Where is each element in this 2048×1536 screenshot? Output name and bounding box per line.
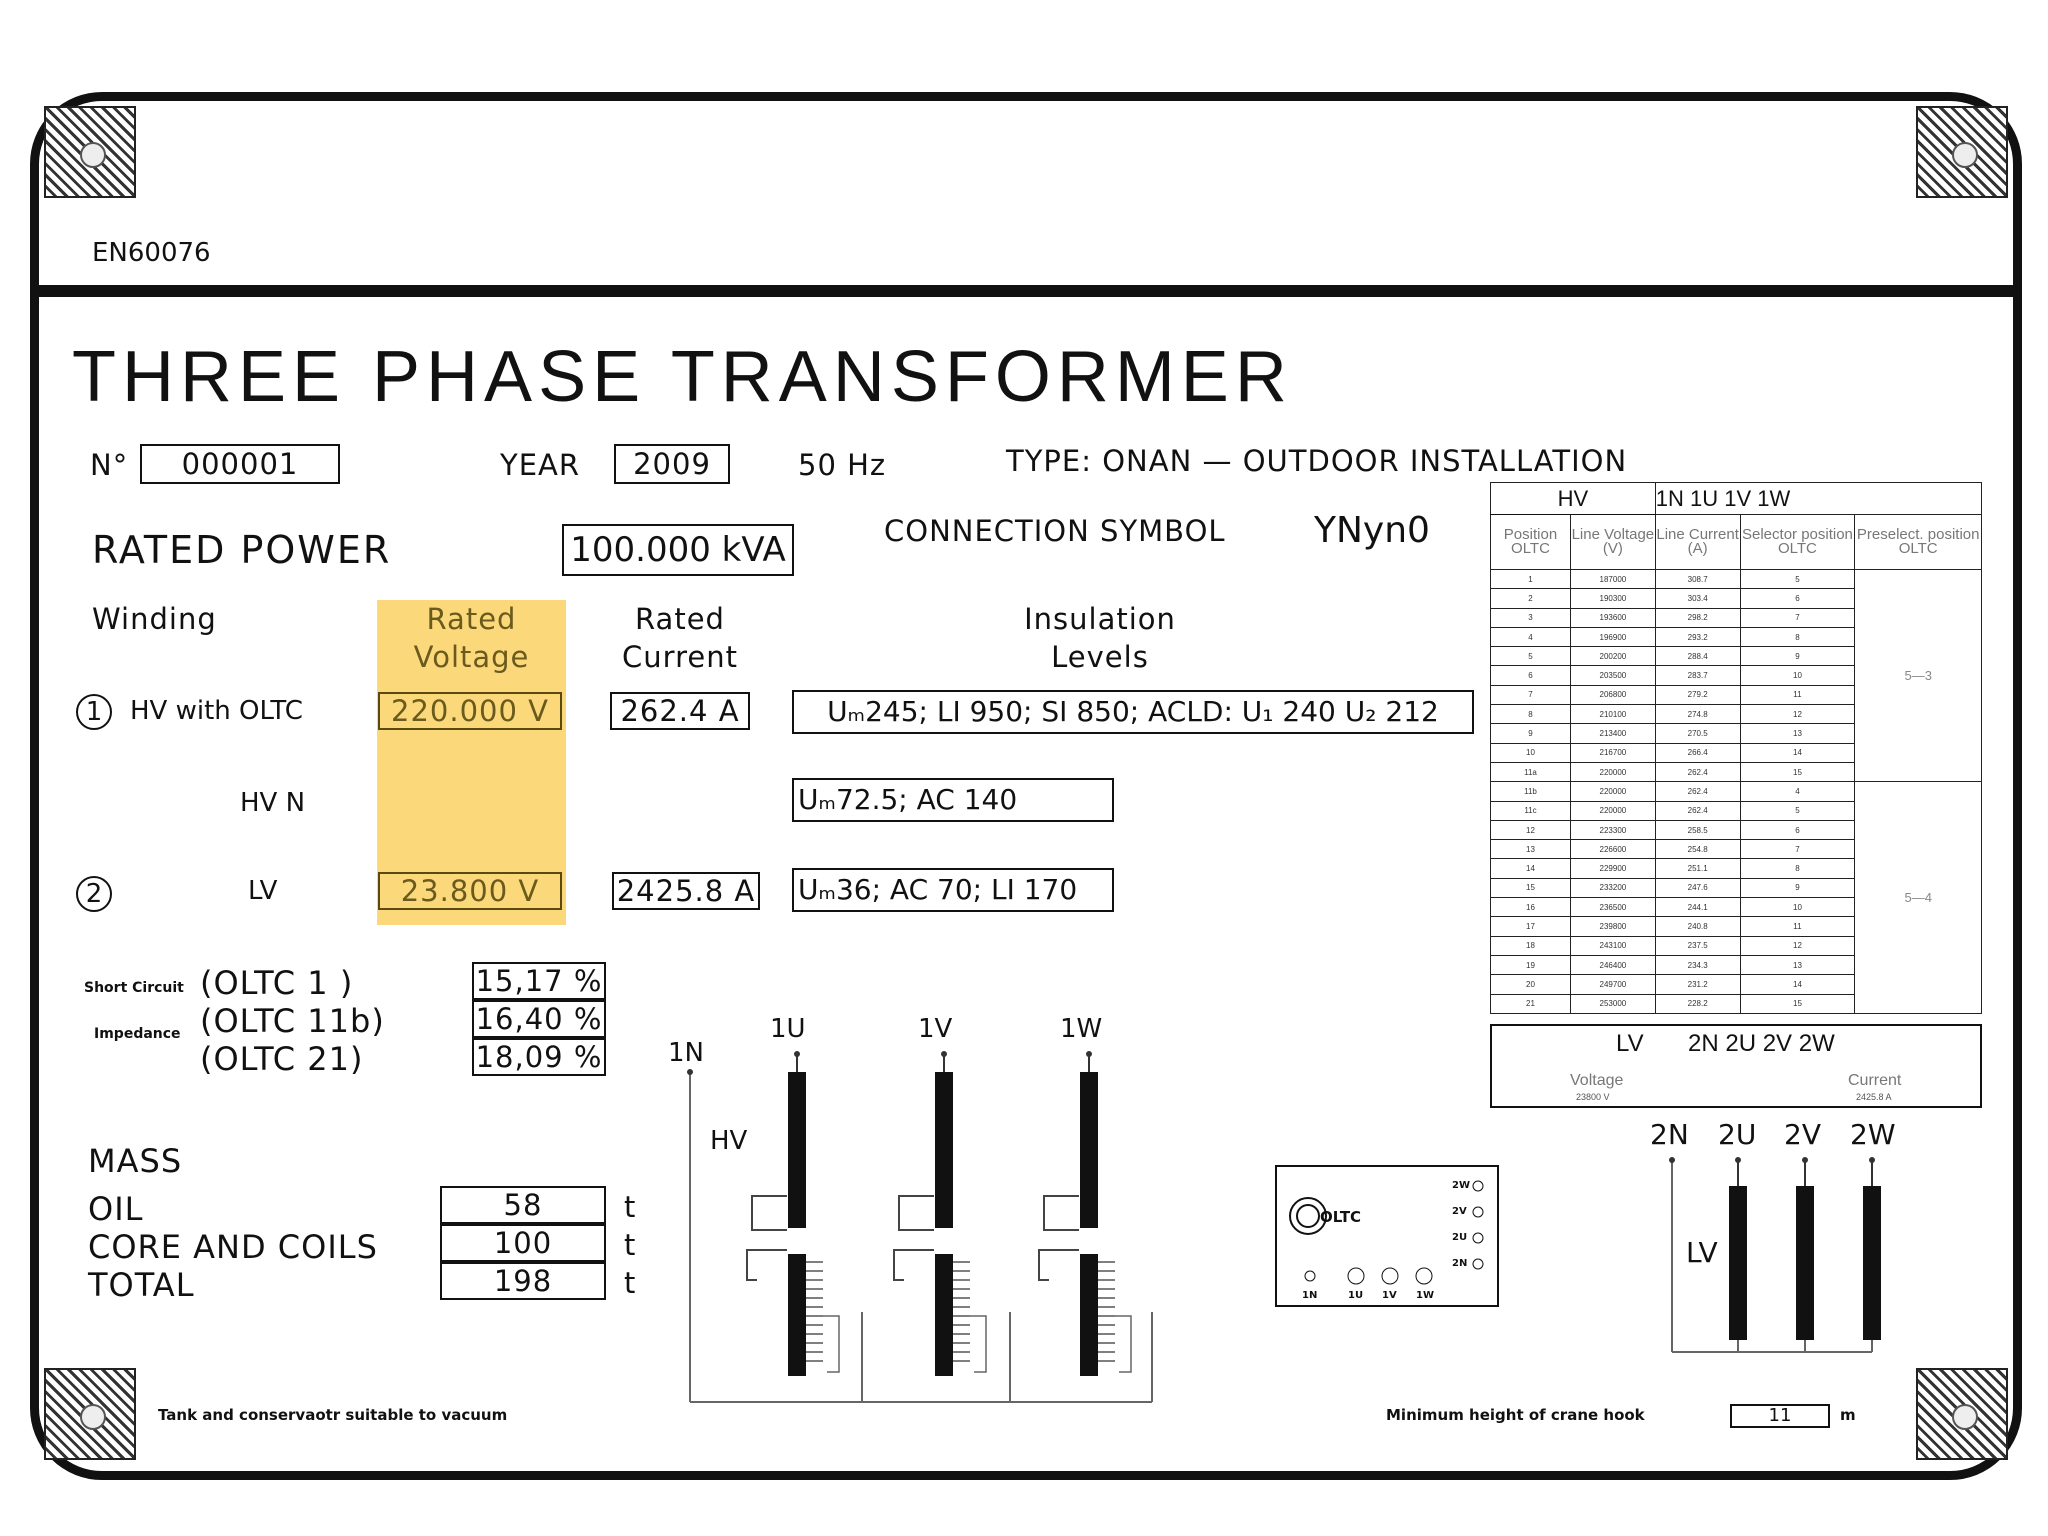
oltc-cell: 1: [1491, 570, 1571, 589]
oltc-cell: 15: [1740, 994, 1855, 1013]
panel-label-1n: 1N: [1302, 1290, 1318, 1301]
oltc-cell: 293.2: [1655, 627, 1740, 646]
mass-oil-value: 58: [440, 1186, 606, 1224]
oltc-cell: 254.8: [1655, 840, 1740, 859]
mass-total-unit: t: [624, 1266, 637, 1300]
oltc-cell: 6: [1491, 666, 1571, 685]
oltc-cell: 9: [1491, 724, 1571, 743]
oltc-cell: 262.4: [1655, 782, 1740, 801]
panel-label-2n: 2N: [1452, 1258, 1468, 1269]
lv-phase-winding: [1863, 1157, 1881, 1340]
winding-number-2: 2: [76, 876, 112, 912]
mass-total-value: 198: [440, 1262, 606, 1300]
oltc-cell: 246400: [1570, 955, 1655, 974]
oltc-cell: 298.2: [1655, 608, 1740, 627]
oltc-header-preselect: Preselect. position OLTC: [1855, 515, 1982, 570]
oltc-cell: 228.2: [1655, 994, 1740, 1013]
rated-voltage-lv: 23.800 V: [378, 872, 562, 910]
oltc-cell: 9: [1740, 647, 1855, 666]
winding-number-1: 1: [76, 694, 112, 730]
year-value: 2009: [614, 444, 730, 484]
hv-phase-winding: [747, 1051, 839, 1376]
type-label: TYPE: ONAN — OUTDOOR INSTALLATION: [1006, 444, 1628, 478]
oltc-cell: 251.1: [1655, 859, 1740, 878]
oltc-cell: 7: [1740, 608, 1855, 627]
mass-label: MASS: [88, 1142, 183, 1180]
oltc-preselect-group: 5—3: [1855, 570, 1982, 782]
connection-label: CONNECTION SYMBOL: [884, 514, 1226, 548]
oltc-cell: 10: [1740, 898, 1855, 917]
panel-label-2u: 2U: [1452, 1232, 1468, 1243]
oltc-cell: 14: [1740, 975, 1855, 994]
oltc-hv-terminals: 1N 1U 1V 1W: [1655, 483, 1981, 515]
rated-current-hv: 262.4 A: [610, 692, 750, 730]
insulation-lv: Uₘ36; AC 70; LI 170: [792, 868, 1114, 912]
mass-core-unit: t: [624, 1228, 637, 1262]
oltc-cell: 270.5: [1655, 724, 1740, 743]
lv-phase-winding: [1729, 1157, 1747, 1340]
short-circuit-label-1: Short Circuit: [84, 980, 184, 996]
terminal-label-2w: 2W: [1850, 1118, 1896, 1151]
oltc-cell: 206800: [1570, 685, 1655, 704]
oltc-cell: 18: [1491, 936, 1571, 955]
terminal-label-2n: 2N: [1650, 1118, 1689, 1151]
col-insulation-1: Insulation: [1024, 602, 1176, 636]
winding-name-hv-n: HV N: [240, 788, 306, 818]
oltc-header-voltage: Line Voltage (V): [1570, 515, 1655, 570]
oltc-panel-label: OLTC: [1320, 1208, 1362, 1226]
oltc-table-row: [1491, 570, 1982, 589]
terminal-label-1v: 1V: [918, 1014, 953, 1044]
oltc-cell: 19: [1491, 955, 1571, 974]
panel-label-2v: 2V: [1452, 1206, 1467, 1217]
mass-core-label: CORE AND COILS: [88, 1228, 378, 1266]
frequency: 50 Hz: [798, 448, 887, 482]
oltc-cell: 11c: [1491, 801, 1571, 820]
winding-name-hv: HV with OLTC: [130, 696, 303, 726]
mass-core-value: 100: [440, 1224, 606, 1262]
oltc-cell: 5: [1740, 801, 1855, 820]
oltc-cell: 274.8: [1655, 705, 1740, 724]
hv-phase-winding: [1039, 1051, 1131, 1376]
oltc-hv-title: HV: [1491, 483, 1656, 515]
year-label: YEAR: [500, 448, 581, 482]
oltc-cell: 262.4: [1655, 801, 1740, 820]
oltc-cell: 8: [1740, 627, 1855, 646]
oltc-cell: 12: [1740, 705, 1855, 724]
terminal-label-2v: 2V: [1784, 1118, 1821, 1151]
oltc-table-row: [1491, 782, 1982, 801]
oltc-cell: 279.2: [1655, 685, 1740, 704]
lv-table-terminals: 2N 2U 2V 2W: [1688, 1030, 1835, 1057]
oltc-cell: 12: [1740, 936, 1855, 955]
oltc-cell: 247.6: [1655, 878, 1740, 897]
sc-tap-3: (OLTC 21): [200, 1040, 364, 1078]
oltc-cell: 4: [1491, 627, 1571, 646]
terminal-label-1w: 1W: [1060, 1014, 1103, 1044]
col-insulation-2: Levels: [1051, 640, 1149, 674]
oltc-cell: 262.4: [1655, 762, 1740, 781]
insulation-hv: Uₘ245; LI 950; SI 850; ACLD: U₁ 240 U₂ 212: [792, 690, 1474, 734]
oltc-cell: 220000: [1570, 782, 1655, 801]
vacuum-note: Tank and conservaotr suitable to vacuum: [158, 1406, 508, 1424]
oltc-cell: 288.4: [1655, 647, 1740, 666]
oltc-cell: 15: [1491, 878, 1571, 897]
hv-winding-label: HV: [710, 1126, 748, 1156]
oltc-cell: 13: [1740, 955, 1855, 974]
oltc-cell: 8: [1491, 705, 1571, 724]
oltc-cell: 231.2: [1655, 975, 1740, 994]
mass-total-label: TOTAL: [88, 1266, 195, 1304]
oltc-cell: 237.5: [1655, 936, 1740, 955]
terminal-label-1u: 1U: [770, 1014, 806, 1044]
oltc-cell: 5: [1491, 647, 1571, 666]
oltc-cell: 244.1: [1655, 898, 1740, 917]
standard-label: EN60076: [92, 238, 211, 268]
oltc-cell: 216700: [1570, 743, 1655, 762]
oltc-cell: 10: [1740, 666, 1855, 685]
rated-current-lv: 2425.8 A: [612, 872, 760, 910]
oltc-cell: 190300: [1570, 589, 1655, 608]
oltc-cell: 6: [1740, 589, 1855, 608]
oltc-cell: 210100: [1570, 705, 1655, 724]
oltc-header-selector: Selector position OLTC: [1740, 515, 1855, 570]
lv-phase-winding: [1796, 1157, 1814, 1340]
oltc-cell: 200200: [1570, 647, 1655, 666]
oltc-cell: 239800: [1570, 917, 1655, 936]
oltc-cell: 220000: [1570, 762, 1655, 781]
panel-label-1u: 1U: [1348, 1290, 1364, 1301]
oltc-cell: 223300: [1570, 820, 1655, 839]
oltc-cell: 15: [1740, 762, 1855, 781]
lv-summary-table: [1490, 1024, 1982, 1108]
winding-name-lv: LV: [248, 876, 278, 906]
crane-hook-unit: m: [1840, 1406, 1856, 1424]
oltc-cell: 283.7: [1655, 666, 1740, 685]
serial-value: 000001: [140, 444, 340, 484]
oltc-cell: 7: [1491, 685, 1571, 704]
panel-label-2w: 2W: [1452, 1180, 1470, 1191]
panel-label-1v: 1V: [1382, 1290, 1397, 1301]
oltc-cell: 220000: [1570, 801, 1655, 820]
oltc-cell: 193600: [1570, 608, 1655, 627]
connection-symbol: YNyn0: [1314, 510, 1430, 551]
oltc-cell: 10: [1491, 743, 1571, 762]
oltc-cell: 249700: [1570, 975, 1655, 994]
oltc-cell: 233200: [1570, 878, 1655, 897]
oltc-cell: 17: [1491, 917, 1571, 936]
col-current-1: Rated: [635, 602, 725, 636]
oltc-cell: 240.8: [1655, 917, 1740, 936]
lv-table-title: LV: [1616, 1030, 1644, 1057]
oltc-cell: 229900: [1570, 859, 1655, 878]
sc-value-2: 16,40 %: [472, 1000, 606, 1038]
oltc-cell: 243100: [1570, 936, 1655, 955]
sc-tap-2: (OLTC 11b): [200, 1002, 385, 1040]
lv-current-label: Current: [1848, 1072, 1902, 1089]
oltc-cell: 234.3: [1655, 955, 1740, 974]
oltc-header-position: Position OLTC: [1491, 515, 1571, 570]
col-voltage-1: Rated: [426, 602, 517, 636]
oltc-cell: 236500: [1570, 898, 1655, 917]
oltc-header-current: Line Current (A): [1655, 515, 1740, 570]
oltc-position-table: [1490, 482, 1982, 1014]
oltc-cell: 187000: [1570, 570, 1655, 589]
sc-value-1: 15,17 %: [472, 962, 606, 1000]
oltc-preselect-group: 5—4: [1855, 782, 1982, 1014]
crane-hook-value: 11: [1730, 1404, 1830, 1428]
short-circuit-label-2: Impedance: [94, 1026, 181, 1042]
mass-oil-unit: t: [624, 1190, 637, 1224]
oltc-cell: 196900: [1570, 627, 1655, 646]
oltc-cell: 6: [1740, 820, 1855, 839]
oltc-cell: 11b: [1491, 782, 1571, 801]
oltc-cell: 20: [1491, 975, 1571, 994]
oltc-cell: 203500: [1570, 666, 1655, 685]
lv-current-value: 2425.8 A: [1856, 1092, 1892, 1102]
sc-value-3: 18,09 %: [472, 1038, 606, 1076]
oltc-cell: 308.7: [1655, 570, 1740, 589]
oltc-cell: 16: [1491, 898, 1571, 917]
panel-label-1w: 1W: [1416, 1290, 1434, 1301]
oltc-cell: 213400: [1570, 724, 1655, 743]
oltc-cell: 4: [1740, 782, 1855, 801]
crane-hook-label: Minimum height of crane hook: [1386, 1406, 1645, 1424]
oltc-cell: 3: [1491, 608, 1571, 627]
plate-title: THREE PHASE TRANSFORMER: [72, 337, 1293, 417]
lv-voltage-label: Voltage: [1570, 1072, 1624, 1089]
oltc-cell: 5: [1740, 570, 1855, 589]
terminal-label-2u: 2U: [1718, 1118, 1757, 1151]
oltc-cell: 253000: [1570, 994, 1655, 1013]
oltc-cell: 13: [1491, 840, 1571, 859]
oltc-cell: 11: [1740, 917, 1855, 936]
lv-voltage-value: 23800 V: [1576, 1092, 1610, 1102]
oltc-cell: 11a: [1491, 762, 1571, 781]
terminal-1n: [687, 1069, 693, 1075]
oltc-cell: 266.4: [1655, 743, 1740, 762]
oltc-cell: 7: [1740, 840, 1855, 859]
oltc-cell: 258.5: [1655, 820, 1740, 839]
col-winding: Winding: [92, 602, 217, 636]
insulation-hv-n: Uₘ72.5; AC 140: [792, 778, 1114, 822]
col-current-2: Current: [622, 640, 738, 674]
serial-label: N°: [90, 448, 129, 482]
rated-voltage-hv: 220.000 V: [378, 692, 562, 730]
oltc-cell: 9: [1740, 878, 1855, 897]
oltc-cell: 21: [1491, 994, 1571, 1013]
col-voltage-2: Voltage: [413, 640, 530, 674]
oltc-cell: 14: [1740, 743, 1855, 762]
oltc-cell: 11: [1740, 685, 1855, 704]
oltc-cell: 226600: [1570, 840, 1655, 859]
rated-power-label: RATED POWER: [92, 528, 392, 572]
oltc-cell: 13: [1740, 724, 1855, 743]
terminal-label-1n: 1N: [668, 1038, 704, 1068]
oltc-cell: 14: [1491, 859, 1571, 878]
oltc-cell: 12: [1491, 820, 1571, 839]
hv-phase-winding: [894, 1051, 986, 1376]
oltc-cell: 8: [1740, 859, 1855, 878]
mass-oil-label: OIL: [88, 1190, 144, 1228]
oltc-cell: 303.4: [1655, 589, 1740, 608]
sc-tap-1: (OLTC 1 ): [200, 964, 354, 1002]
lv-winding-label: LV: [1686, 1236, 1718, 1269]
rated-power-value: 100.000 kVA: [562, 524, 794, 576]
oltc-cell: 2: [1491, 589, 1571, 608]
